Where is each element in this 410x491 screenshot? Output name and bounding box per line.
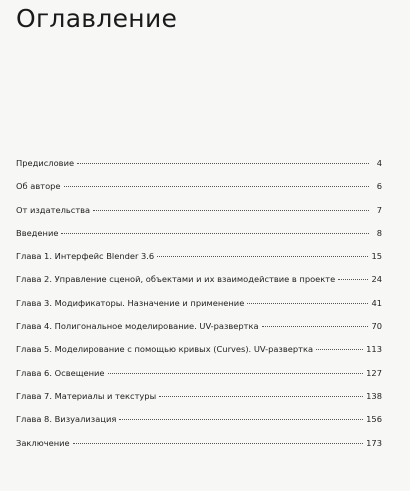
toc-entry: [16, 414, 382, 437]
toc-entry-title: Глава 8. Визуализация: [16, 414, 117, 425]
toc-entry-page: 138: [366, 390, 382, 401]
dot-leader: [77, 163, 369, 164]
toc-entry-title: Глава 1. Интерфейс Blender 3.6: [16, 251, 155, 262]
toc-entry: [16, 205, 382, 228]
toc-entry-page: 70: [371, 321, 382, 332]
toc-entry: [16, 391, 382, 414]
toc-entry-page: 113: [366, 344, 382, 355]
dot-leader: [157, 256, 368, 257]
toc-entry-title: Предисловие: [16, 158, 75, 168]
toc-entry: [16, 321, 382, 344]
dot-leader: [119, 419, 363, 420]
toc-entry-page: 4: [376, 158, 382, 168]
dot-leader: [338, 279, 368, 280]
toc-entry-title: Глава 4. Полигональное моделирование. UV-развертка: [16, 321, 259, 332]
toc-entry-page: 15: [371, 251, 382, 262]
toc-entry-title: Об авторе: [16, 181, 61, 192]
toc-entry-page: 7: [376, 204, 382, 215]
toc-entry-title: Введение: [16, 227, 59, 238]
toc-entry-page: 8: [376, 227, 382, 238]
toc-entry: [16, 228, 382, 251]
dot-leader: [64, 186, 369, 187]
dot-leader: [73, 443, 364, 444]
toc-entry: [16, 344, 382, 367]
dot-leader: [316, 349, 363, 350]
dot-leader: [262, 326, 369, 327]
toc-entry-page: 173: [366, 437, 382, 448]
table-of-contents: [16, 158, 382, 461]
toc-entry: [16, 251, 382, 274]
toc-entry-page: 127: [366, 367, 382, 378]
toc-entry-title: Глава 2. Управление сценой, объектами и их взаимодействие в проекте: [16, 274, 336, 285]
toc-entry-title: Глава 6. Освещение: [16, 367, 105, 378]
toc-entry-title: Глава 7. Материалы и текстуры: [16, 390, 157, 401]
toc-entry-title: Глава 5. Моделирование с помощью кривых (Curves). UV-развертка: [16, 344, 314, 355]
dot-leader: [108, 373, 364, 374]
toc-entry-title: Заключение: [16, 437, 70, 448]
toc-entry-title: От издательства: [16, 204, 91, 215]
dot-leader: [93, 210, 369, 211]
dot-leader: [247, 303, 368, 304]
dot-leader: [61, 233, 369, 234]
toc-entry: [16, 181, 382, 204]
toc-entry-page: 41: [371, 297, 382, 308]
toc-entry: [16, 158, 382, 181]
page-title: Оглавление: [16, 4, 178, 33]
toc-entry-title: Глава 3. Модификаторы. Назначение и применение: [16, 297, 245, 308]
toc-entry: [16, 298, 382, 321]
dot-leader: [159, 396, 363, 397]
toc-entry: [16, 438, 382, 461]
toc-entry-page: 156: [366, 414, 382, 425]
toc-entry: [16, 368, 382, 391]
toc-entry-page: 24: [371, 274, 382, 285]
toc-entry: [16, 274, 382, 297]
toc-entry-page: 6: [376, 181, 382, 192]
